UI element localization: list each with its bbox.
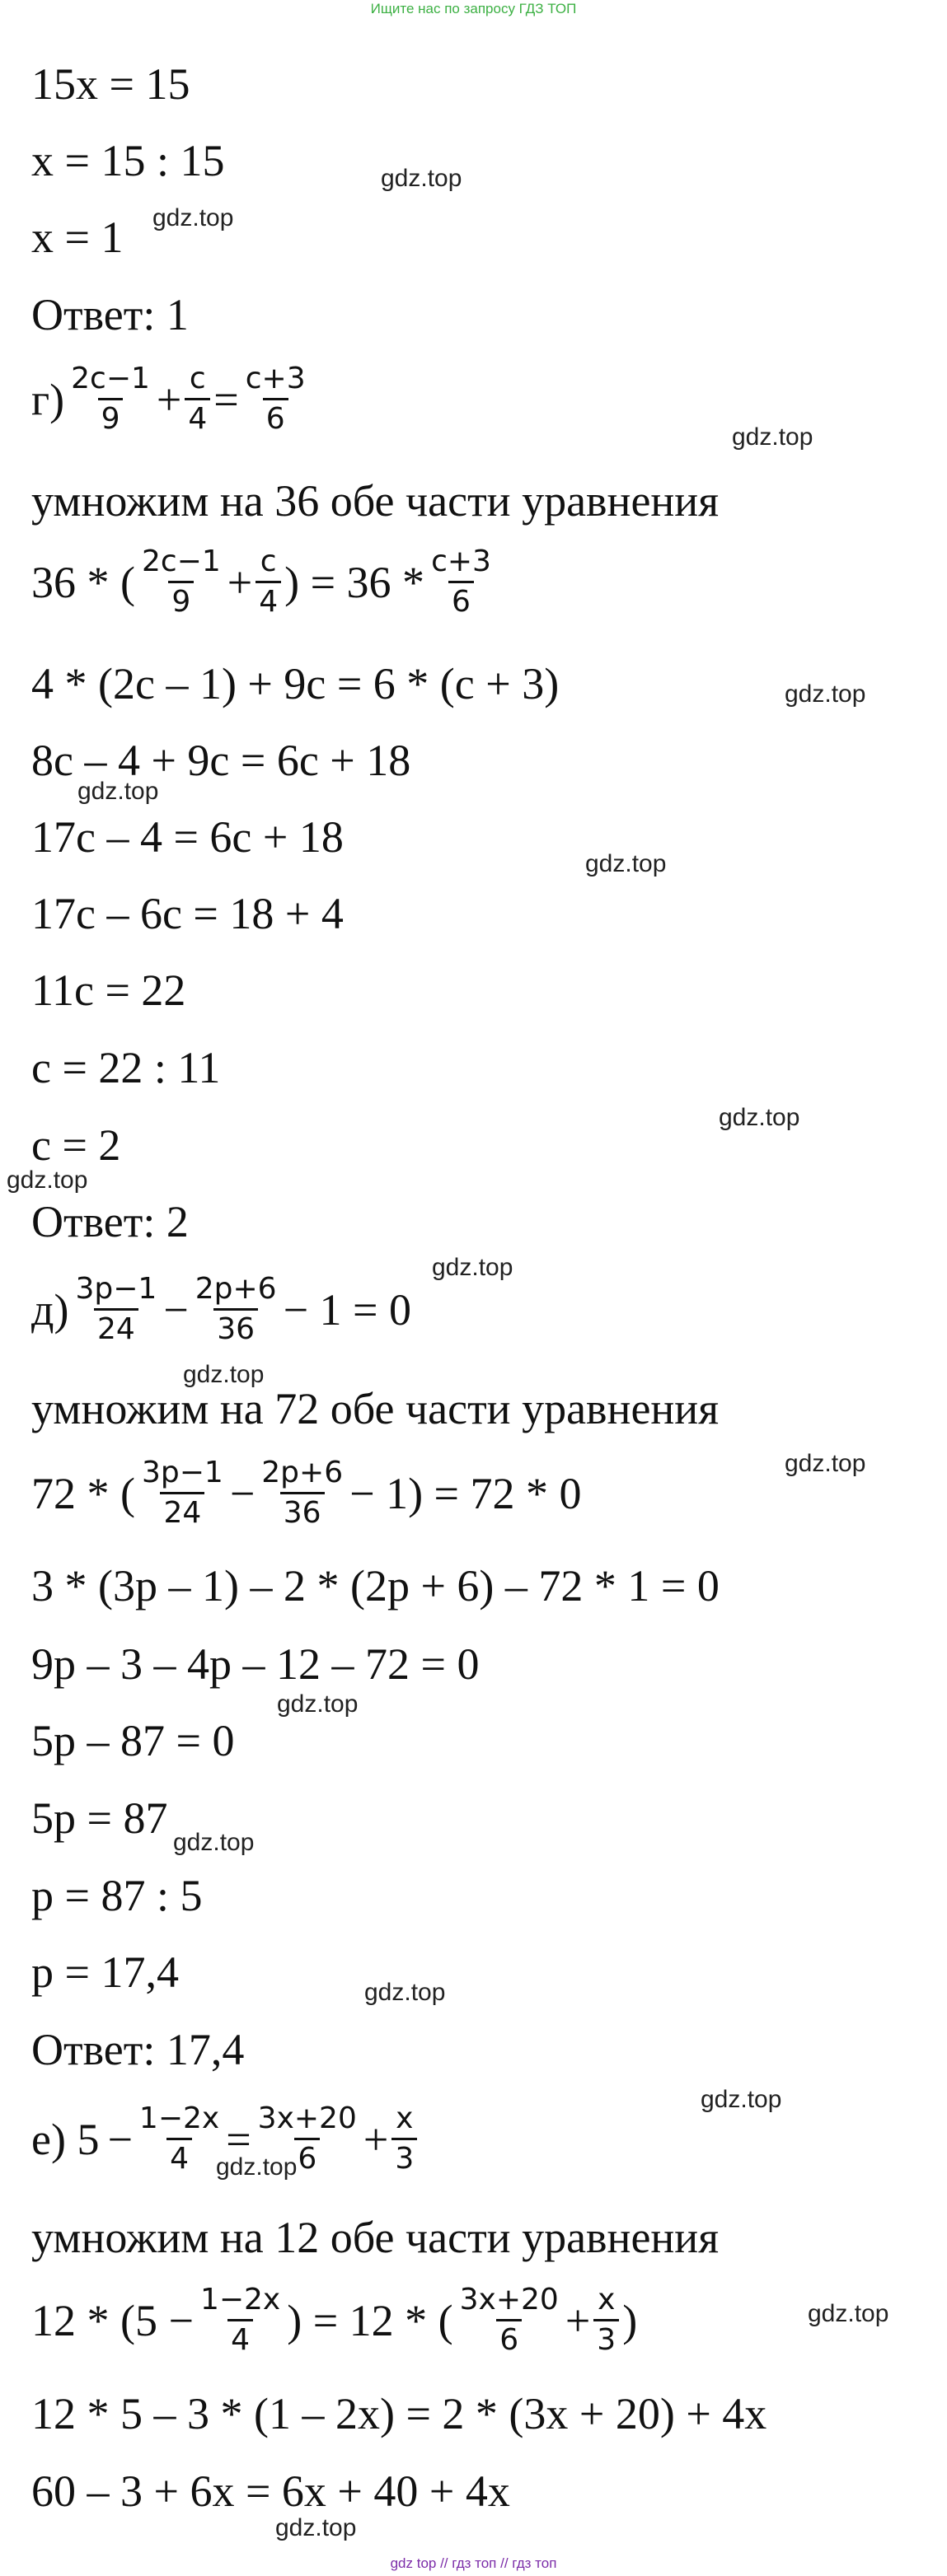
fraction: $\frac{x}{3}$	[593, 2284, 619, 2357]
equation-line: 9p – 3 – 4p – 12 – 72 = 0	[31, 1639, 480, 1689]
equation-line: 15x = 15	[31, 59, 190, 109]
operator: +	[227, 557, 253, 607]
equation-line: 17c – 6c = 18 + 4	[31, 889, 344, 938]
watermark: gdz.top	[152, 204, 234, 231]
operator: =	[213, 374, 239, 424]
watermark: gdz.top	[7, 1166, 88, 1194]
fraction: $\frac{2c-1}{9}$	[141, 545, 221, 619]
equation-line: c = 22 : 11	[31, 1043, 221, 1092]
equation-line: p = 87 : 5	[31, 1871, 203, 1920]
watermark: gdz.top	[216, 2153, 298, 2181]
watermark: gdz.top	[701, 2086, 782, 2113]
text: 72 * (	[31, 1468, 135, 1518]
watermark: gdz.top	[808, 2300, 889, 2327]
answer-line: Ответ: 1	[31, 290, 189, 339]
text: 12 * (5 −	[31, 2295, 194, 2345]
watermark: gdz.top	[173, 1829, 255, 1856]
instruction-line: умножим на 36 обе части уравнения	[31, 476, 720, 526]
watermark: gdz.top	[381, 165, 462, 192]
watermark: gdz.top	[732, 423, 813, 451]
equation-line: 17c – 4 = 6c + 18	[31, 812, 344, 862]
fraction: $\frac{x}{3}$	[391, 2102, 417, 2176]
answer-line: Ответ: 2	[31, 1197, 189, 1246]
task-label: д)	[31, 1284, 69, 1335]
equation-d	[31, 1273, 411, 1346]
watermark: gdz.top	[275, 2514, 357, 2541]
operator: +	[156, 374, 182, 424]
instruction-line: умножим на 12 обе части уравнения	[31, 2213, 720, 2262]
operator: −	[107, 2114, 133, 2164]
text: ) = 12 * (	[287, 2295, 453, 2345]
equation-line: 3 * (3p – 1) – 2 * (2p + 6) – 72 * 1 = 0	[31, 1561, 720, 1611]
watermark: gdz.top	[277, 1690, 359, 1718]
equation-line: c = 2	[31, 1120, 121, 1170]
fraction: $\frac{c+3}{6}$	[245, 362, 306, 436]
fraction: $\frac{3p-1}{24}$	[141, 1456, 223, 1530]
fraction: $\frac{2c-1}{9}$	[71, 362, 150, 436]
operator: −	[163, 1284, 189, 1335]
operator: +	[363, 2114, 389, 2164]
equation-d2	[31, 1456, 582, 1530]
fraction: $\frac{1-2x}{4}$	[138, 2101, 220, 2176]
task-label: г)	[31, 374, 65, 424]
equation-line: 8c – 4 + 9c = 6c + 18	[31, 736, 411, 785]
text: ) = 36 *	[284, 557, 425, 607]
equation-line: 60 – 3 + 6x = 6x + 40 + 4x	[31, 2466, 510, 2516]
instruction-line: умножим на 72 обе части уравнения	[31, 1384, 720, 1433]
watermark: gdz.top	[432, 1254, 513, 1281]
fraction: $\frac{3x+20}{6}$	[459, 2283, 559, 2357]
equation-line: 5p – 87 = 0	[31, 1716, 235, 1765]
equation-line: 5p = 87	[31, 1793, 168, 1843]
watermark: gdz.top	[785, 1450, 866, 1477]
watermark: gdz.top	[77, 778, 159, 805]
fraction: $\frac{c+3}{6}$	[431, 545, 491, 619]
fraction: $\frac{3p-1}{24}$	[75, 1272, 157, 1346]
text: − 1) = 72 * 0	[349, 1468, 582, 1518]
watermark: gdz.top	[719, 1104, 800, 1131]
fraction: $\frac{2p+6}{36}$	[261, 1456, 344, 1530]
watermark: gdz.top	[585, 850, 667, 877]
equation-line: 4 * (2c – 1) + 9c = 6 * (c + 3)	[31, 659, 560, 708]
equation-line: 11c = 22	[31, 965, 186, 1015]
equation-line: x = 15 : 15	[31, 136, 225, 185]
fraction: $\frac{c}{4}$	[185, 362, 210, 436]
task-label: е) 5	[31, 2114, 100, 2164]
equation-line: 12 * 5 – 3 * (1 – 2x) = 2 * (3x + 20) + 4x	[31, 2389, 767, 2438]
text: − 1 = 0	[283, 1284, 412, 1335]
top-banner: Ищите нас по запросу ГДЗ ТОП	[370, 1, 577, 16]
operator: +	[565, 2295, 591, 2345]
watermark: gdz.top	[183, 1361, 265, 1388]
equation-line: x = 1	[31, 213, 124, 262]
fraction: $\frac{3x+20}{6}$	[257, 2101, 357, 2176]
fraction: $\frac{2p+6}{36}$	[195, 1272, 277, 1346]
footer-watermark: gdz top // гдз топ // гдз топ	[390, 2555, 557, 2571]
text: 36 * (	[31, 557, 135, 607]
text: )	[622, 2295, 638, 2345]
equation-e2	[31, 2284, 637, 2357]
watermark: gdz.top	[785, 680, 866, 708]
fraction: $\frac{c}{4}$	[256, 545, 281, 619]
equation-line: p = 17,4	[31, 1947, 179, 1997]
equation-g2	[31, 545, 498, 619]
fraction: $\frac{1-2x}{4}$	[199, 2283, 281, 2357]
operator: −	[229, 1468, 256, 1518]
equation-g	[31, 362, 312, 436]
operator: =	[226, 2114, 251, 2164]
answer-line: Ответ: 17,4	[31, 2025, 245, 2074]
watermark: gdz.top	[364, 1979, 446, 2006]
